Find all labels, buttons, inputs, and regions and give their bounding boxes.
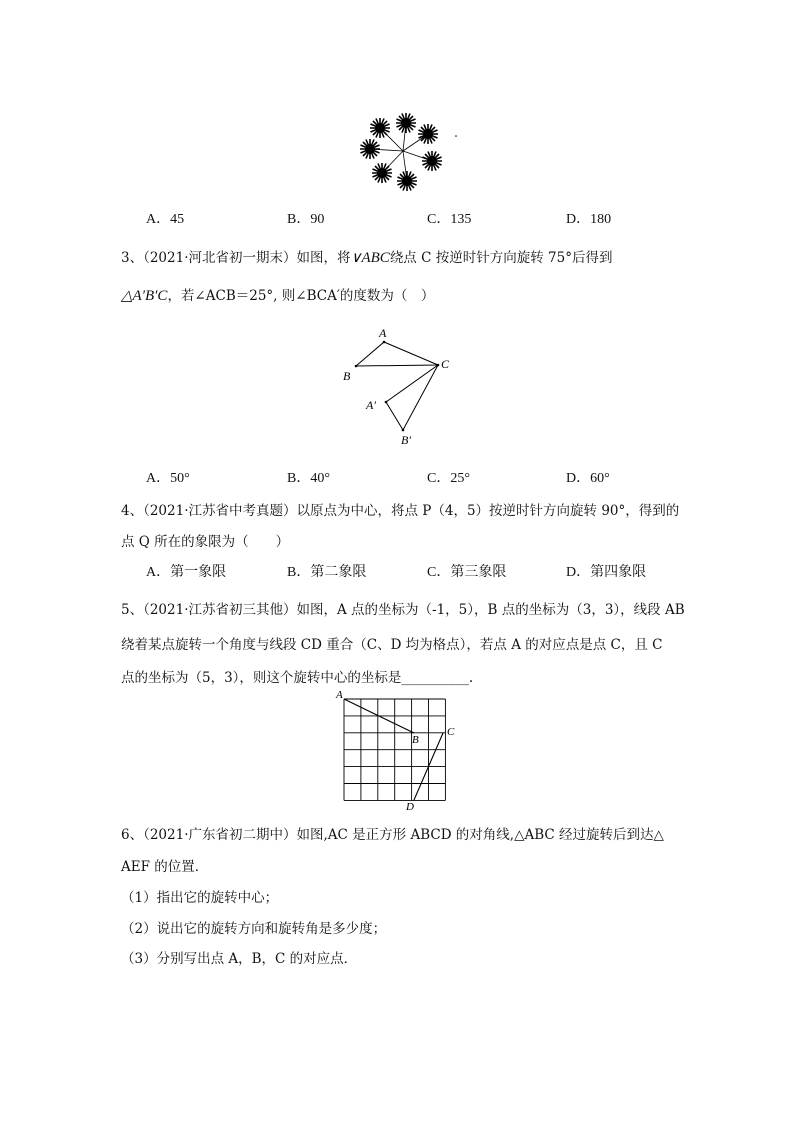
- q5-label-c: C: [447, 726, 455, 738]
- q2-option-d: D．180: [566, 212, 612, 227]
- q3-triangle-abc-prime: △A′B′C: [121, 288, 168, 304]
- q6-subquestion-2: （2）说出它的旋转方向和旋转角是多少度；: [121, 921, 387, 937]
- q6-subquestion-3: （3）分别写出点 A，B，C 的对应点．: [121, 951, 358, 967]
- flower-1: [370, 118, 390, 138]
- q5-stem-line1: 5、（2021·江苏省初三其他）如图，A 点的坐标为（-1，5），B 点的坐标为（3，3），线段 AB: [121, 602, 685, 618]
- q6-stem-line1: 6、（2021·广东省初二期中）如图,AC 是正方形 ABCD 的对角线,△ABC 经过旋转后到达△: [121, 827, 664, 843]
- flower-pattern-figure: [350, 106, 460, 198]
- q4-option-d: D．第四象限: [566, 565, 647, 580]
- q2-option-a: A．45: [146, 212, 185, 227]
- q5-grid-figure: [332, 688, 462, 813]
- q5-stem-line3: 点的坐标为（5，3），则这个旋转中心的坐标是__________.: [121, 670, 474, 686]
- q6-stem-line2: AEF 的位置．: [121, 859, 209, 875]
- q3-label-c: C: [441, 357, 450, 371]
- grid: [344, 699, 445, 800]
- q4-option-b: B．第二象限: [287, 565, 367, 580]
- q2-option-c: C．135: [427, 212, 472, 227]
- q5-label-a: A: [336, 689, 343, 701]
- q3-stem-suffix: 绕点 C 按逆时针方向旋转 75°后得到: [389, 250, 613, 266]
- q4-stem-line1: 4、（2021·江苏省中考真题）以原点为中心，将点 P（4，5）按逆时针方向旋转 90°，得到的: [121, 503, 680, 519]
- q3-stem-line1: [121, 246, 612, 267]
- flower-4: [418, 124, 438, 144]
- q3-label-b-prime: B′: [401, 433, 411, 447]
- q3-label-a: A: [379, 326, 387, 340]
- flower-5: [422, 151, 442, 171]
- q3-option-b: B．40°: [287, 471, 330, 486]
- q5-label-d: D: [406, 801, 414, 813]
- q3-rotation-figure: [335, 322, 460, 454]
- flower-7: [397, 171, 417, 191]
- flower-2: [396, 113, 416, 133]
- q3-stem-line2: [121, 284, 434, 305]
- q4-option-a: A．第一象限: [146, 565, 227, 580]
- flower-3: [360, 139, 380, 159]
- q3-option-d: D．60°: [566, 471, 610, 486]
- q4-option-c: C．第三象限: [427, 565, 507, 580]
- q2-option-b: B．90: [287, 212, 325, 227]
- q3-option-a: A．50°: [146, 471, 190, 486]
- q5-stem-line2: 绕着某点旋转一个角度与线段 CD 重合（C、D 均为格点），若点 A 的对应点是点 C，且 C: [121, 637, 663, 653]
- q3-option-c: C．25°: [427, 471, 470, 486]
- q3-stem-prefix: 3、（2021·河北省初一期末）如图，将: [121, 250, 351, 266]
- q5-label-b: B: [412, 734, 419, 746]
- q4-stem-line2: 点 Q 所在的象限为（ ）: [121, 534, 290, 550]
- q3-triangle-abc: ∨ABC: [350, 250, 390, 266]
- q3-label-b: B: [343, 369, 351, 383]
- flower-6: [372, 163, 392, 183]
- q3-stem-question: ，若∠ACB＝25°, 则∠BCA′的度数为（ ）: [167, 288, 435, 304]
- q6-subquestion-1: （1）指出它的旋转中心；: [121, 890, 279, 906]
- q3-label-a-prime: A′: [366, 398, 376, 412]
